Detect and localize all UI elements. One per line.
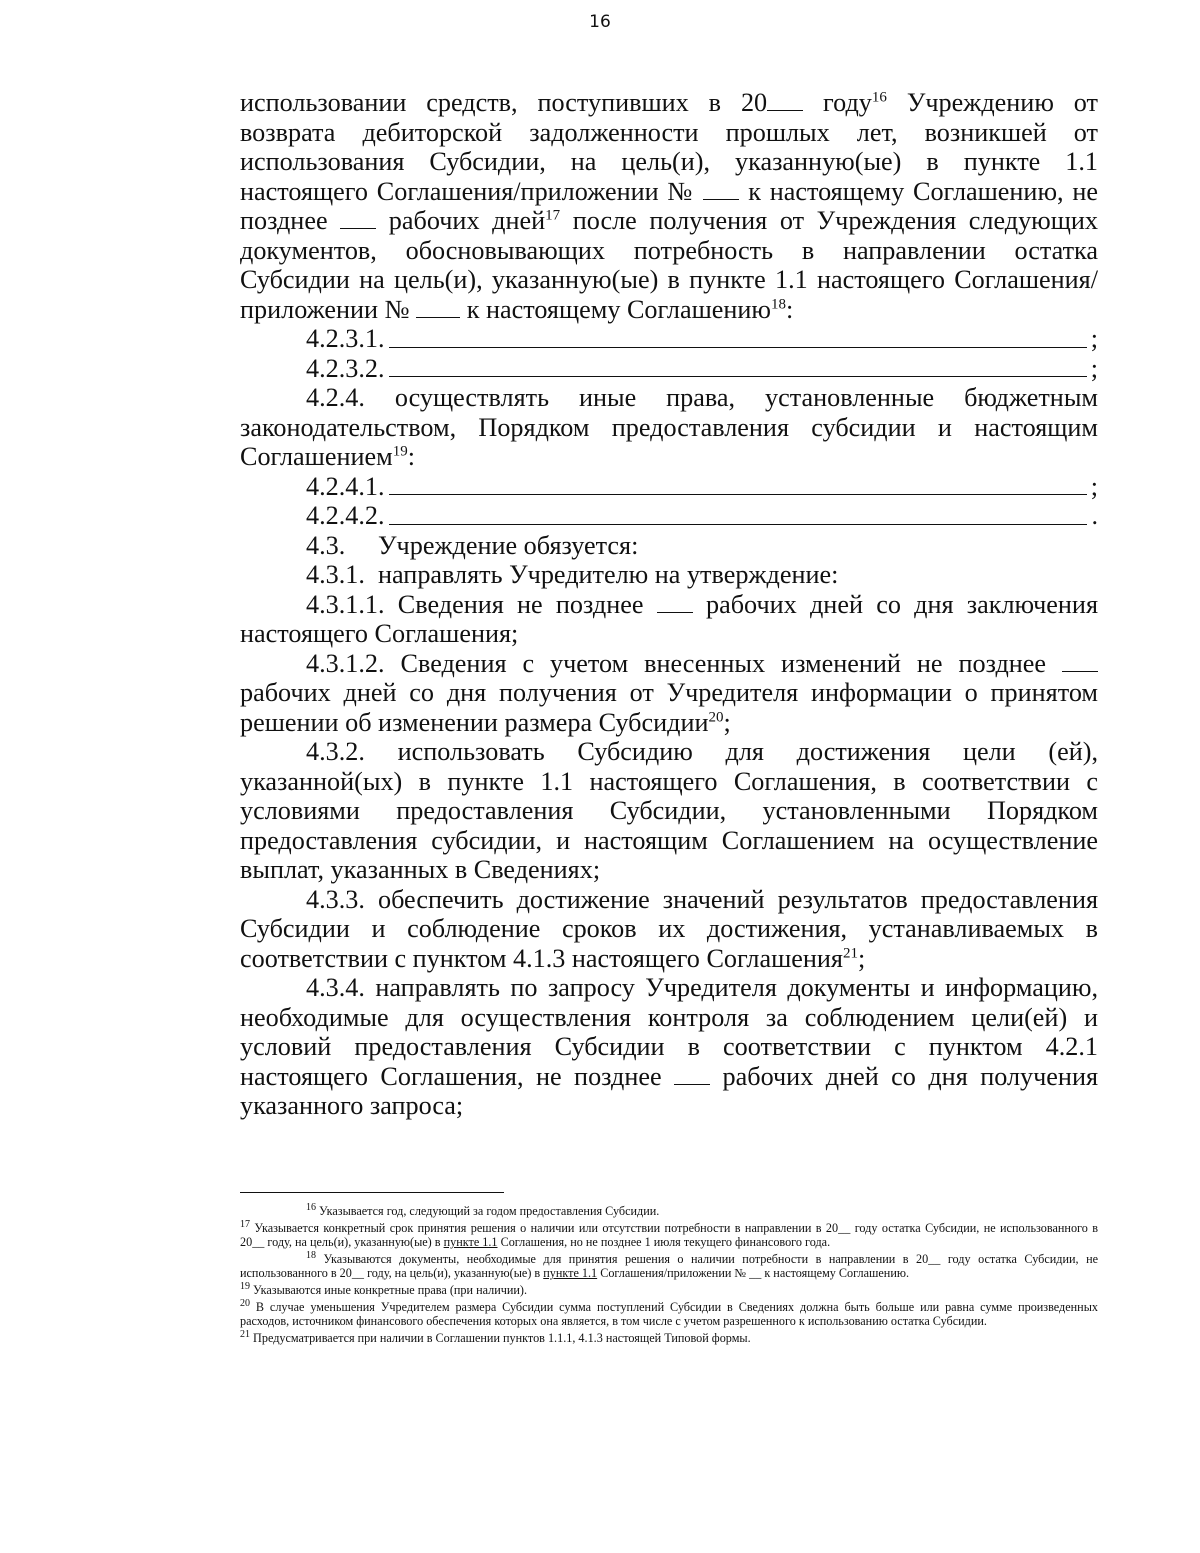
footnote-16: $^{16}$ Указывается год, следующий за годом предоставления Субсидии. — [306, 1201, 660, 1218]
item-4-3-1-2: 4.3.1.2. Сведения с учетом внесенных изменений не позднее рабочих дней со дня получения от Учредителя информации о принятом решении об изменении размера Субсидии$^{20}$; — [240, 648, 1098, 737]
footnote-ref-16: 16 — [871, 89, 887, 106]
blank-days — [340, 208, 376, 229]
blank-year — [767, 90, 803, 111]
document-body — [240, 88, 1098, 1121]
item-4-2-4-2: 4.2.4.2. . — [306, 501, 1098, 530]
item-4-3: 4.3. Учреждение обязуется: — [306, 530, 639, 560]
footnote-ref-21: 21 — [842, 944, 858, 961]
footnote-ref-20: 20 — [708, 708, 724, 725]
footnote-20: $^{20}$ В случае уменьшения Учредителем размера Субсидии сумма поступлений Субсидии в Сведениях должна быть больше или равна сумме произведенных расходов, источником финансового обеспечения которых она является, в том числе с учетом разрешенного к использованию остатка Субсидии. — [240, 1297, 1098, 1329]
footnote-separator — [240, 1192, 504, 1193]
footnote-ref-17: 17 — [545, 207, 561, 224]
item-4-3-4: 4.3.4. направлять по запросу Учредителя документы и информацию, необходимые для осуществления контроля за соблюдением цели(ей) и условий предоставления Субсидии в соответствии с пунктом 4.2.1 настоящего Соглашения, не позднее рабочих дней со дня получения указанного запроса; — [240, 973, 1098, 1120]
footnote-21: $^{21}$ Предусматривается при наличии в Соглашении пунктов 1.1.1, 4.1.3 настоящей Типовой формы. — [240, 1328, 751, 1345]
blank-appendix-number-2 — [416, 297, 460, 318]
item-4-2-3-2: 4.2.3.2. ; — [306, 353, 1098, 383]
footnote-ref-18: 18 — [771, 295, 787, 312]
fill-line — [389, 358, 1087, 377]
item-4-2-4-1: 4.2.4.1. ; — [306, 471, 1098, 501]
item-4-3-1-1: 4.3.1.1. Сведения не позднее рабочих дней со дня заключения настоящего Соглашения; — [240, 589, 1098, 648]
fill-line — [389, 476, 1087, 495]
item-4-3-3: 4.3.3. обеспечить достижение значений результатов предоставления Субсидии и соблюдение сроков их достижения, устанавливаемых в соответствии с пунктом 4.1.3 настоящего Соглашения$^{21}$; — [240, 884, 1098, 973]
item-4-3-1: 4.3.1. направлять Учредителю на утверждение: — [306, 560, 839, 589]
footnote-19: $^{19}$ Указываются иные конкретные права (при наличии). — [240, 1280, 528, 1297]
page-number: 16 — [589, 12, 611, 32]
blank-days — [657, 592, 693, 613]
footnote-18: $^{18}$ Указываются документы, необходимые для принятия решения о наличии потребности в направлении в 20__ году остатка Субсидии, не использованного в 20__ году, на цель(и), указанную(ые) в пункте 1.1 Соглашения/приложении № __ к настоящему Соглашению. — [240, 1249, 1098, 1281]
footnotes — [240, 1201, 1098, 1347]
blank-appendix-number — [703, 179, 739, 200]
blank-days — [1062, 651, 1098, 672]
item-4-3-2: 4.3.2. использовать Субсидию для достижения цели (ей), указанной(ых) в пункте 1.1 настоящего Соглашения, в соответствии с условиями предоставления Субсидии, установленными Порядком предоставления субсидии, и настоящим Соглашением на осуществление выплат, указанных в Сведениях; — [240, 737, 1098, 884]
item-4-2-3-1: 4.2.3.1. ; — [306, 324, 1098, 353]
fill-line — [389, 506, 1088, 525]
item-4-2-4: 4.2.4. осуществлять иные права, установленные бюджетным законодательством, Порядком предоставления субсидии и настоящим Соглашением$^{19}$: — [240, 383, 1098, 471]
blank-days — [674, 1064, 710, 1085]
footnote-ref-19: 19 — [392, 443, 408, 460]
fill-line — [389, 329, 1087, 348]
footnote-17: $^{17}$ Указывается конкретный срок принятия решения о наличии или отсутствии потребности в направлении в 20__ году остатка Субсидии, не использованного в 20__ году, на цель(и), указанную(ые) в пункте 1.1 Соглашения, но не позднее 1 июля текущего финансового года. — [240, 1218, 1098, 1250]
paragraph-intro: использовании средств, поступивших в 20 году$^{16}$ Учреждению от возврата дебиторской задолженности прошлых лет, возникшей от использования Субсидии, на цель(и), указанную(ые) в пункте 1.1 настоящего Соглашения/приложении № к настоящему Соглашению, не позднее рабочих дней$^{17}$ после получения от Учреждения следующих документов, обосновывающих потребность в направлении остатка Субсидии на цель(и), указанную(ые) в пункте 1.1 настоящего Соглашения/приложении № к настоящему Соглашению$^{18}$: — [240, 88, 1098, 324]
